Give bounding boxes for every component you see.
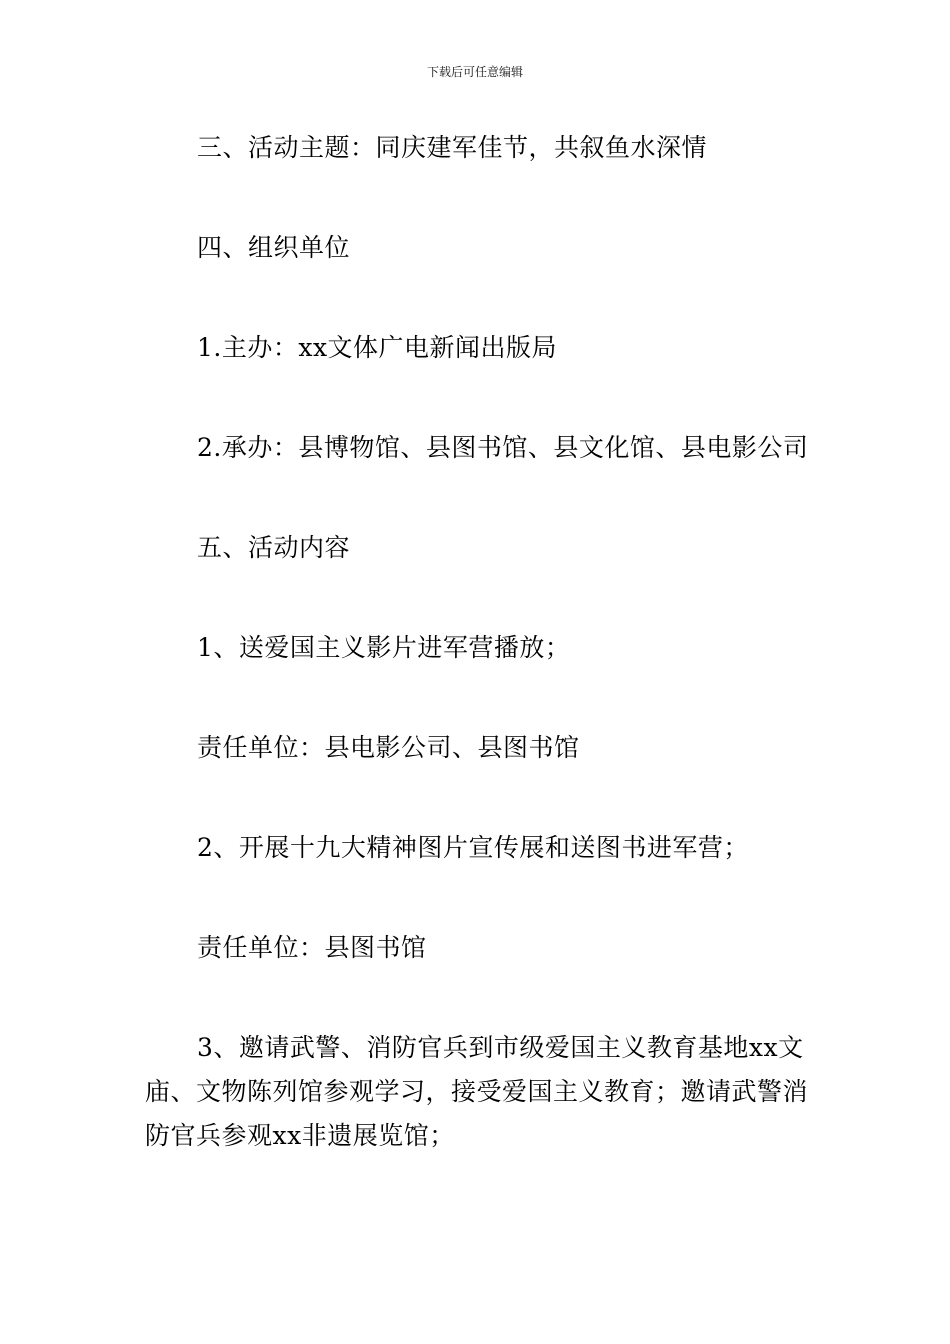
activity-item-1: 1、送爱国主义影片进军营播放；: [197, 633, 571, 662]
responsible-unit-2: 责任单位：县图书馆: [197, 933, 427, 962]
section-heading-organizers: 四、组织单位: [197, 233, 351, 262]
page-header-note: 下载后可任意编辑: [426, 65, 523, 79]
organizer-host: 1.主办：xx文体广电新闻出版局: [197, 333, 558, 362]
organizer-undertaker: 2.承办：县博物馆、县图书馆、县文化馆、县电影公司: [197, 433, 809, 462]
section-heading-content: 五、活动内容: [197, 533, 351, 562]
responsible-unit-1: 责任单位：县电影公司、县图书馆: [197, 733, 580, 762]
activity-item-3: 3、邀请武警、消防官兵到市级爱国主义教育基地xx文庙、文物陈列馆参观学习，接受爱国主义教育；邀请武警消防官兵参观xx非遗展览馆；: [145, 1033, 809, 1150]
section-heading-theme: 三、活动主题：同庆建军佳节，共叙鱼水深情: [197, 133, 708, 162]
activity-item-2: 2、开展十九大精神图片宣传展和送图书进军营；: [197, 833, 749, 862]
document-body: [145, 126, 810, 1158]
